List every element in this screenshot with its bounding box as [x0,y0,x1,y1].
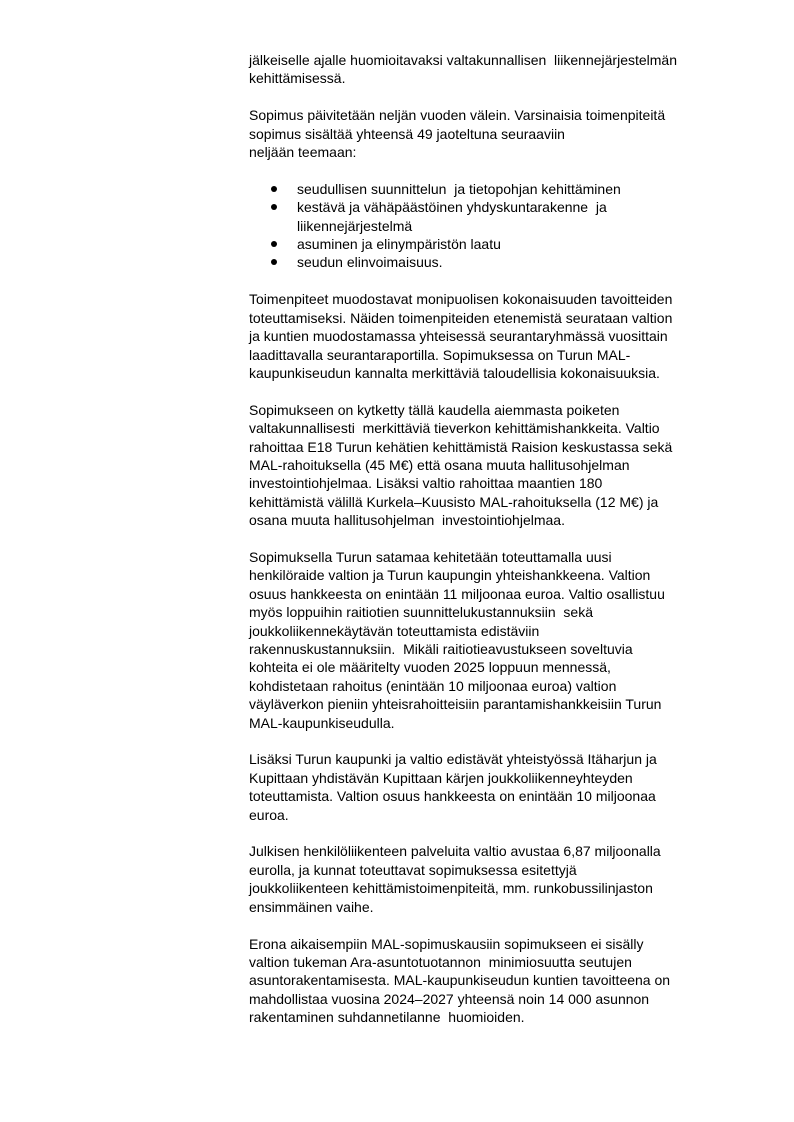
list-item-text: kestävä ja vähäpäästöinen yhdyskuntarakenne ja [297,199,607,216]
paragraph-line: MAL-kaupunkiseudulla. [249,714,395,731]
paragraph-line: joukkoliikennekäytävän toteuttamista edistäviin [249,622,540,639]
paragraph-spacer [249,824,749,842]
paragraph [249,750,749,824]
paragraph-line: Julkisen henkilöliikenteen palveluita valtio avustaa 6,87 miljoonalla [249,843,661,860]
paragraph-line: myös loppuihin raitiotien suunnittelukustannuksiin sekä [249,604,593,621]
paragraph-line: MAL-rahoituksella (45 M€) että osana muuta hallitusohjelman [249,456,630,473]
paragraph-line: joukkoliikenteen kehittämistoimenpiteitä, mm. runkobussilinjaston [249,880,653,897]
paragraph-line: jälkeiselle ajalle huomioitavaksi valtakunnallisen liikennejärjestelmän [249,52,678,68]
paragraph-line: laadittavalla seurantaraportilla. Sopimuksessa on Turun MAL- [249,346,631,363]
list-item-text: seudun elinvoimaisuus. [297,254,443,271]
paragraph-line: rahoittaa E18 Turun kehätien kehittämistä Raision keskustassa sekä [249,438,673,455]
paragraph [249,935,749,1027]
paragraph-line: kaupunkiseudun kannalta merkittäviä taloudellisia kokonaisuuksia. [249,364,660,381]
list-item [249,253,749,271]
paragraph-line: sopimus sisältää yhteensä 49 jaoteltuna seuraaviin [249,125,565,142]
paragraph-spacer [249,530,749,548]
paragraph-line: Sopimuksella Turun satamaa kehitetään toteuttamalla uusi [249,548,612,565]
paragraph-line: eurolla, ja kunnat toteuttavat sopimuksessa esitettyjä [249,861,577,878]
paragraph-spacer [249,732,749,750]
paragraph-line: osana muuta hallitusohjelman investointiohjelmaa. [249,512,565,529]
paragraph-line: neljään teemaan: [249,144,357,161]
list-item-text: asuminen ja elinympäristön laatu [297,236,501,253]
paragraph-line: ensimmäinen vaihe. [249,898,374,915]
paragraph [249,548,749,732]
paragraph-line: Sopimukseen on kytketty tällä kaudella aiemmasta poiketen [249,401,620,418]
bullet-icon [271,241,277,247]
paragraph [249,51,749,88]
paragraph-spacer [249,916,749,934]
bullet-icon [271,259,277,265]
paragraph-spacer [249,382,749,400]
paragraph-line: Toimenpiteet muodostavat monipuolisen kokonaisuuden tavoitteiden [249,291,673,308]
paragraph-line: kohdistetaan rahoitus (enintään 10 miljoonaa euroa) valtion [249,677,617,694]
list-item [249,198,749,235]
paragraph-line: valtakunnallisesti merkittäviä tieverkon kehittämishankkeita. Valtio [249,420,660,437]
bullet-list [249,180,749,272]
paragraph-line: toteuttamiseksi. Näiden toimenpiteiden etenemistä seurataan valtion [249,309,673,326]
paragraph-line: ja kuntien muodostamassa yhteisessä seurantaryhmässä vuosittain [249,328,668,345]
paragraph-line: väyläverkon pieniin yhteisrahoitteisiin parantamishankkeisiin Turun [249,696,662,713]
paragraph-line: valtion tukeman Ara-asuntotuotannon minimiosuutta seutujen [249,953,632,970]
paragraph-line: Lisäksi Turun kaupunki ja valtio edistävät yhteistyössä Itäharjun ja [249,751,657,768]
paragraph-line: euroa. [249,806,289,823]
paragraph [249,106,749,161]
bullet-icon [271,204,277,210]
document-body [249,51,749,1027]
paragraph-spacer [249,88,749,106]
paragraph-spacer [249,272,749,290]
paragraph-line: kehittämisessä. [249,70,346,87]
paragraph-line: mahdollistaa vuosina 2024–2027 yhteensä noin 14 000 asunnon [249,990,650,1007]
paragraph-line: investointiohjelmaa. Lisäksi valtio rahoittaa maantien 180 [249,475,603,492]
paragraph-line: Sopimus päivitetään neljän vuoden välein. Varsinaisia toimenpiteitä [249,107,666,124]
paragraph-line: Kupittaan yhdistävän Kupittaan kärjen joukkoliikenneyhteyden [249,769,633,786]
list-item-text: seudullisen suunnittelun ja tietopohjan kehittäminen [297,180,621,197]
list-item [249,180,749,198]
paragraph [249,290,749,382]
paragraph-line: osuus hankkeesta on enintään 11 miljoonaa euroa. Valtio osallistuu [249,585,665,602]
bullet-icon [271,186,277,192]
paragraph-spacer [249,161,749,179]
paragraph [249,401,749,530]
paragraph-line: asuntorakentamisesta. MAL-kaupunkiseudun kuntien tavoitteena on [249,972,671,989]
paragraph [249,842,749,916]
list-item [249,235,749,253]
paragraph-line: kohteita ei ole määritelty vuoden 2025 loppuun mennessä, [249,659,611,676]
paragraph-line: toteuttamista. Valtion osuus hankkeesta on enintään 10 miljoonaa [249,788,656,805]
paragraph-line: rakentaminen suhdannetilanne huomioiden. [249,1009,525,1026]
paragraph-line: kehittämistä välillä Kurkela–Kuusisto MAL-rahoituksella (12 M€) ja [249,493,659,510]
list-item-text: liikennejärjestelmä [297,217,413,234]
paragraph-line: rakennuskustannuksiin. Mikäli raitiotieavustukseen soveltuvia [249,641,633,657]
paragraph-line: Erona aikaisempiin MAL-sopimuskausiin sopimukseen ei sisälly [249,935,644,952]
paragraph-line: henkilöraide valtion ja Turun kaupungin yhteishankkeena. Valtion [249,567,651,584]
